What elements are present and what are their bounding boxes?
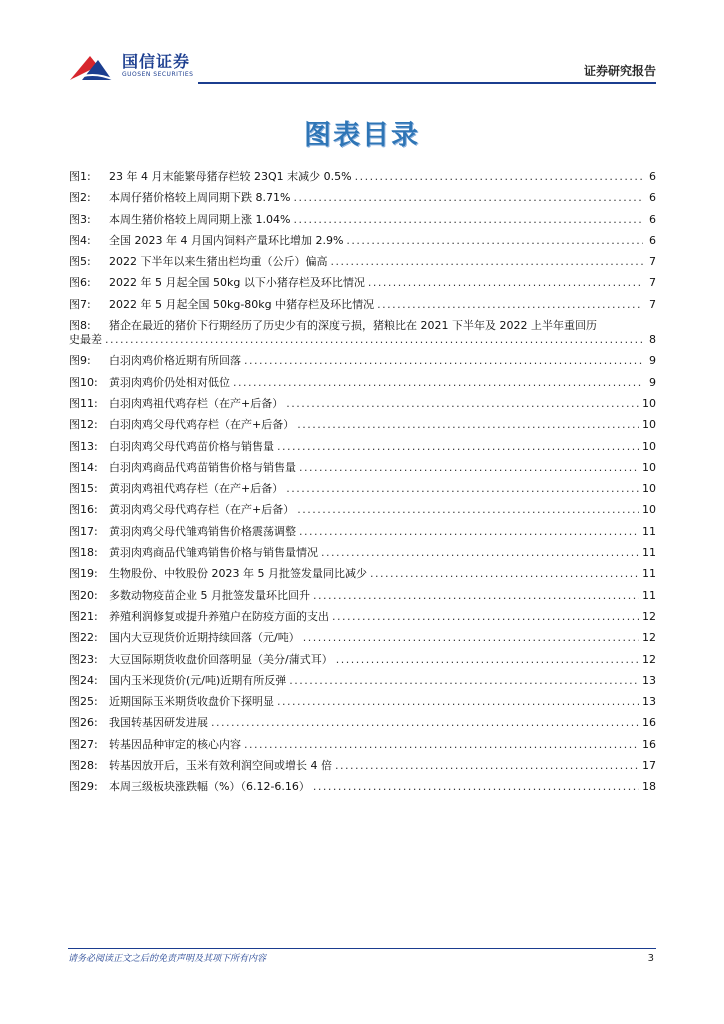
page-header <box>0 0 724 100</box>
toc-entry[interactable] <box>69 759 656 780</box>
toc-leader-dots <box>289 674 639 688</box>
toc-leader-dots <box>321 546 639 560</box>
toc-leader-dots <box>105 333 643 347</box>
toc-entry-number: 图12: <box>69 418 98 432</box>
toc-leader-dots <box>211 716 639 730</box>
toc-entry-number: 图9: <box>69 354 91 368</box>
toc-leader-dots <box>331 255 644 269</box>
toc-entry-title: 2022 下半年以来生猪出栏均重（公斤）偏高 <box>109 255 328 269</box>
toc-entry-number: 图1: <box>69 170 91 183</box>
toc-entry[interactable] <box>69 610 656 631</box>
toc-entry-number: 图21: <box>69 609 98 623</box>
toc-entry-page: 6 <box>649 170 656 183</box>
toc-entry[interactable] <box>69 354 656 375</box>
toc-entry-page: 13 <box>642 695 656 709</box>
toc-entry[interactable] <box>69 298 656 319</box>
toc-entry[interactable] <box>69 653 656 674</box>
toc-entry-title: 黄羽肉鸡父母代雏鸡销售价格震荡调整 <box>109 524 296 538</box>
toc-entry-title: 多数动物疫苗企业 5 月批签发量环比回升 <box>109 588 310 602</box>
toc-entry-page: 6 <box>649 212 656 226</box>
toc-entry-title: 养殖利润修复或提升养殖户在防疫方面的支出 <box>109 609 329 623</box>
toc-entry-page: 10 <box>642 439 656 453</box>
toc-entry[interactable] <box>69 503 656 524</box>
toc-entry-page: 16 <box>642 716 656 730</box>
toc-entry-title: 2022 年 5 月起全国 50kg-80kg 中猪存栏及环比情况 <box>109 297 375 311</box>
toc-entry-number: 图18: <box>69 546 98 560</box>
toc-entry-title: 23 年 4 月末能繁母猪存栏较 23Q1 末减少 0.5% <box>109 170 352 183</box>
toc-entry-number: 图29: <box>69 780 98 794</box>
toc-entry-title: 生物股份、中牧股份 2023 年 5 月批签发量同比减少 <box>109 567 367 581</box>
toc-entry-title: 大豆国际期货收盘价回落明显（美分/蒲式耳） <box>109 652 333 666</box>
header-divider <box>198 82 656 84</box>
toc-entry[interactable] <box>69 440 656 461</box>
toc-entry-page: 8 <box>649 333 656 347</box>
toc-entry-number: 图25: <box>69 695 98 709</box>
toc-entry-title: 转基因放开后，玉米有效利润空间或增长 4 倍 <box>109 759 332 773</box>
toc-entry-page: 6 <box>649 191 656 205</box>
toc-entry-page: 9 <box>649 375 656 389</box>
toc-entry[interactable] <box>69 482 656 503</box>
toc-entry-title: 国内玉米现货价(元/吨)近期有所反弹 <box>109 673 287 687</box>
toc-entry-title: 猪企在最近的猪价下行期经历了历史少有的深度亏损，猪粮比在 2021 下半年及 2022 上半年重回历 <box>109 319 597 333</box>
toc-entry-title: 黄羽肉鸡父母代鸡存栏（在产+后备） <box>109 503 295 517</box>
toc-entry-number: 图28: <box>69 759 98 773</box>
toc-entry[interactable] <box>69 567 656 588</box>
toc-entry-number: 图23: <box>69 652 98 666</box>
toc-entry-page: 7 <box>649 255 656 269</box>
toc-leader-dots <box>355 170 643 184</box>
toc-entry-page: 16 <box>642 737 656 751</box>
toc-entry-page: 12 <box>642 609 656 623</box>
toc-entry-page: 7 <box>649 276 656 290</box>
toc-leader-dots <box>299 525 639 539</box>
toc-entry-title: 黄羽肉鸡商品代雏鸡销售价格与销售量情况 <box>109 546 318 560</box>
toc-entry-page: 6 <box>649 233 656 247</box>
toc-entry-number: 图15: <box>69 482 98 496</box>
toc-leader-dots <box>299 461 639 475</box>
toc-entry-number: 图27: <box>69 737 98 751</box>
toc-entry-number: 图20: <box>69 588 98 602</box>
toc-leader-dots <box>332 610 639 624</box>
toc-entry[interactable] <box>69 716 656 737</box>
toc-entry[interactable] <box>69 418 656 439</box>
toc-entry[interactable] <box>69 191 656 212</box>
toc-leader-dots <box>277 695 639 709</box>
toc-entry[interactable] <box>69 461 656 482</box>
toc-leader-dots <box>313 589 639 603</box>
toc-entry-title: 白羽肉鸡父母代鸡苗价格与销售量 <box>109 439 274 453</box>
toc-entry-page: 18 <box>642 780 656 794</box>
toc-entry-title: 本周生猪价格较上周同期上涨 1.04% <box>109 212 291 226</box>
toc-leader-dots <box>346 234 643 248</box>
toc-leader-dots <box>297 503 639 517</box>
toc-entry[interactable] <box>69 170 656 191</box>
toc-entry[interactable] <box>69 780 656 801</box>
toc-entry-page: 9 <box>649 354 656 368</box>
toc-entry-page: 11 <box>642 524 656 538</box>
toc-leader-dots <box>368 276 643 290</box>
toc-entry-title: 黄羽肉鸡祖代鸡存栏（在产+后备） <box>109 482 284 496</box>
toc-entry-number: 图22: <box>69 631 98 645</box>
toc-entry-page: 11 <box>642 588 656 602</box>
toc-entry-page: 10 <box>642 460 656 474</box>
toc-entry[interactable] <box>69 255 656 276</box>
toc-entry-title: 白羽肉鸡祖代鸡存栏（在产+后备） <box>109 396 284 410</box>
toc-leader-dots <box>293 191 643 205</box>
toc-entry[interactable] <box>69 376 656 397</box>
toc-leader-dots <box>286 397 639 411</box>
toc-leader-dots <box>370 567 639 581</box>
toc-entry-title: 我国转基因研发进展 <box>109 716 208 730</box>
toc-entry-title: 白羽肉鸡商品代鸡苗销售价格与销售量 <box>109 460 296 474</box>
toc-entry-number: 图8: <box>69 319 91 333</box>
toc-entry-title: 白羽肉鸡父母代鸡存栏（在产+后备） <box>109 418 295 432</box>
page-number: 3 <box>647 953 654 964</box>
toc-entry-page: 13 <box>642 673 656 687</box>
toc-entry-page: 11 <box>642 567 656 581</box>
toc-leader-dots <box>293 213 643 227</box>
toc-leader-dots <box>277 440 639 454</box>
toc-entry[interactable] <box>69 631 656 652</box>
guosen-logo <box>68 50 193 82</box>
toc-entry-title-cont: 史最差 <box>69 333 102 347</box>
guosen-logo-icon <box>68 50 116 82</box>
toc-leader-dots <box>336 653 639 667</box>
page-title: 图表目录 <box>304 120 420 151</box>
report-type-label: 证券研究报告 <box>583 64 656 78</box>
footer-disclaimer: 请务必阅读正文之后的免责声明及其项下所有内容 <box>68 954 267 964</box>
toc-entry[interactable] <box>69 738 656 759</box>
toc-entry-number: 图24: <box>69 673 98 687</box>
toc-entry-page: 10 <box>642 396 656 410</box>
toc-entry-page: 10 <box>642 503 656 517</box>
toc-entry-number: 图26: <box>69 716 98 730</box>
toc-entry[interactable] <box>69 525 656 546</box>
toc-leader-dots <box>303 631 639 645</box>
toc-entry[interactable] <box>69 589 656 610</box>
toc-entry-title: 国内大豆现货价近期持续回落（元/吨） <box>109 631 300 645</box>
toc-leader-dots <box>244 738 639 752</box>
brand-name-en: GUOSEN SECURITIES <box>122 71 194 78</box>
toc-leader-dots <box>244 354 643 368</box>
toc-entry-page: 11 <box>642 546 656 560</box>
toc-entry[interactable] <box>69 695 656 716</box>
toc-entry-number: 图14: <box>69 460 98 474</box>
toc-entry-page: 12 <box>642 652 656 666</box>
toc-entry-number: 图11: <box>69 396 98 410</box>
toc-entry-number: 图2: <box>69 191 91 205</box>
toc-entry-page: 10 <box>642 482 656 496</box>
toc-entry-title: 2022 年 5 月起全国 50kg 以下小猪存栏及环比情况 <box>109 276 365 290</box>
toc-entry-title: 本周三级板块涨跌幅（%）（6.12-6.16） <box>109 780 310 794</box>
toc-entry-number: 图3: <box>69 212 91 226</box>
toc-leader-dots <box>233 376 643 390</box>
toc-entry[interactable] <box>69 213 656 234</box>
toc-leader-dots <box>286 482 639 496</box>
toc-leader-dots <box>297 418 639 432</box>
toc-entry-title: 全国 2023 年 4 月国内饲料产量环比增加 2.9% <box>109 233 344 247</box>
toc-entry[interactable] <box>69 234 656 255</box>
toc-entry[interactable] <box>69 674 656 695</box>
toc-entry-page: 7 <box>649 297 656 311</box>
toc-entry[interactable] <box>69 319 656 347</box>
toc-leader-dots <box>313 780 639 794</box>
toc-entry-title: 转基因品种审定的核心内容 <box>109 737 241 751</box>
table-of-figures <box>69 170 656 802</box>
toc-entry[interactable] <box>69 397 656 418</box>
toc-leader-dots <box>377 298 643 312</box>
toc-entry-number: 图4: <box>69 233 91 247</box>
toc-entry-title: 近期国际玉米期货收盘价下探明显 <box>109 695 274 709</box>
toc-entry-number: 图7: <box>69 297 91 311</box>
toc-entry-title: 白羽肉鸡价格近期有所回落 <box>109 354 241 368</box>
toc-entry[interactable] <box>69 276 656 297</box>
toc-entry-number: 图16: <box>69 503 98 517</box>
toc-entry-number: 图13: <box>69 439 98 453</box>
brand-name-cn: 国信证券 <box>122 52 191 71</box>
toc-leader-dots <box>335 759 639 773</box>
toc-entry-page: 12 <box>642 631 656 645</box>
toc-entry-number: 图6: <box>69 276 91 290</box>
toc-entry-page: 10 <box>642 418 656 432</box>
toc-entry-title: 本周仔猪价格较上周同期下跌 8.71% <box>109 191 291 205</box>
toc-entry-title: 黄羽肉鸡价仍处相对低位 <box>109 375 230 389</box>
toc-entry-number: 图10: <box>69 375 98 389</box>
toc-entry-number: 图17: <box>69 524 98 538</box>
toc-entry[interactable] <box>69 546 656 567</box>
toc-entry-page: 17 <box>642 759 656 773</box>
toc-entry-number: 图19: <box>69 567 98 581</box>
footer-divider <box>68 948 656 949</box>
toc-entry-number: 图5: <box>69 255 91 269</box>
